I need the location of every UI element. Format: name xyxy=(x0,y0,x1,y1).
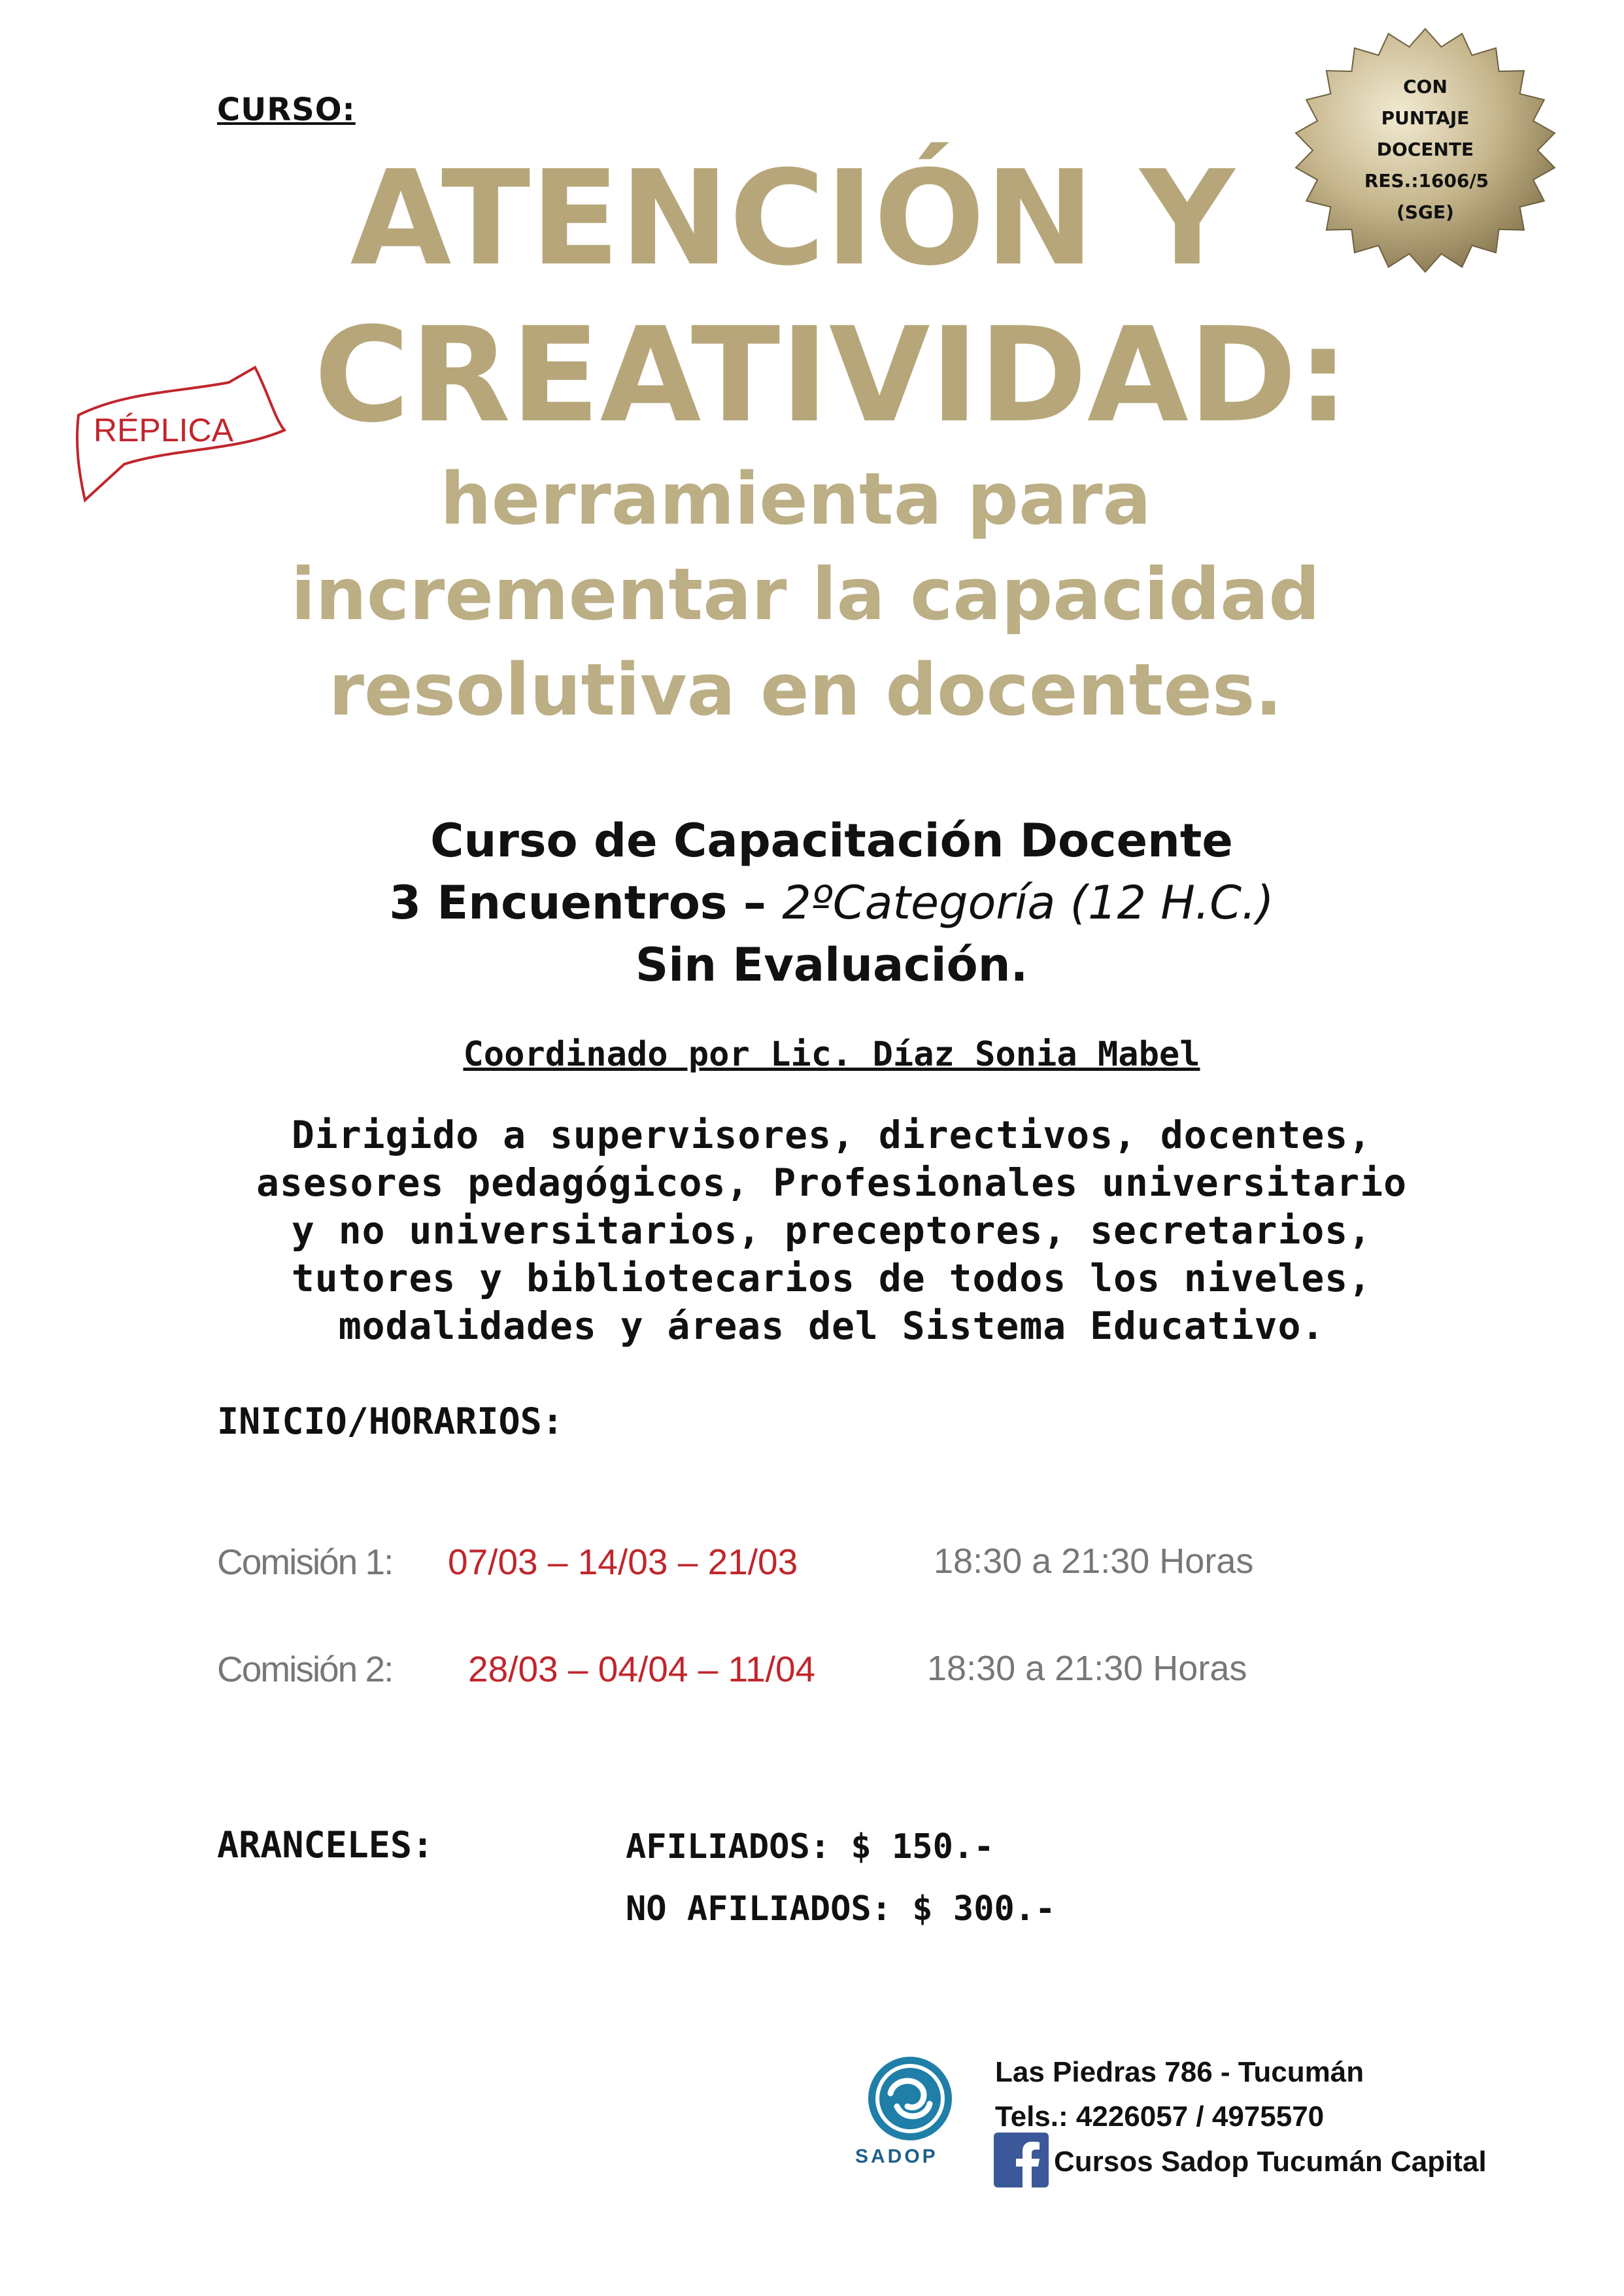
seal-line-1: CON xyxy=(1403,76,1447,97)
audience-line-3: y no universitarios, preceptores, secretarios, xyxy=(291,1208,1372,1253)
sadop-logo-icon xyxy=(864,2053,956,2144)
course-encuentros xyxy=(20,876,1624,930)
title-line-1: ATENCIÓN Y xyxy=(350,143,1235,295)
fee-afiliados: AFILIADOS: $ 150.- xyxy=(626,1827,994,1866)
course-label: CURSO: xyxy=(217,92,356,128)
subtitle-line-1: herramienta para xyxy=(440,457,1151,541)
fee-no-afiliados: NO AFILIADOS: $ 300.- xyxy=(626,1889,1056,1929)
commission-1-hours: 18:30 a 21:30 Horas xyxy=(934,1542,1254,1581)
commission-2-dates: 28/03 – 04/04 – 11/04 xyxy=(468,1649,816,1689)
seal-line-5: (SGE) xyxy=(1396,201,1454,223)
title-line-2: CREATIVIDAD: xyxy=(314,299,1349,452)
audience-line-4: tutores y bibliotecarios de todos los niveles, xyxy=(291,1256,1372,1300)
seal-line-2: PUNTAJE xyxy=(1381,107,1470,129)
audience-line-2: asesores pedagógicos, Profesionales universitario xyxy=(256,1160,1408,1205)
schedule-heading: INICIO/HORARIOS: xyxy=(217,1400,564,1442)
contact-address: Las Piedras 786 - Tucumán xyxy=(995,2056,1364,2088)
facebook-icon xyxy=(994,2133,1049,2187)
commission-2-label: Comisión 2: xyxy=(217,1649,393,1689)
commission-2-hours: 18:30 a 21:30 Horas xyxy=(927,1649,1247,1688)
audience-line-5: modalidades y áreas del Sistema Educativo. xyxy=(338,1304,1325,1348)
seal-line-4: RES.:1606/5 xyxy=(1364,170,1489,192)
course-type: Curso de Capacitación Docente xyxy=(430,814,1233,868)
subtitle-line-3: resolutiva en docentes. xyxy=(328,648,1283,732)
categoria-text: 2ºCategoría (12 H.C.) xyxy=(782,876,1274,930)
subtitle-line-2: incrementar la capacidad xyxy=(290,552,1321,636)
sadop-logo-text: SADOP xyxy=(855,2146,938,2167)
commission-1-dates: 07/03 – 14/03 – 21/03 xyxy=(448,1542,798,1582)
commission-1-label: Comisión 1: xyxy=(217,1542,393,1582)
audience-block xyxy=(20,1111,1624,1350)
coordinator: Coordinado por Lic. Díaz Sonia Mabel xyxy=(463,1035,1200,1074)
seal-line-3: DOCENTE xyxy=(1376,139,1474,160)
audience-line-1: Dirigido a supervisores, directivos, docentes, xyxy=(291,1113,1372,1157)
contact-phones: Tels.: 4226057 / 4975570 xyxy=(995,2101,1325,2133)
replica-label: RÉPLICA xyxy=(93,412,233,448)
course-evaluation: Sin Evaluación. xyxy=(635,938,1028,992)
encuentros-text: 3 Encuentros – xyxy=(389,876,766,930)
fees-heading: ARANCELES: xyxy=(217,1824,434,1866)
contact-facebook[interactable]: Cursos Sadop Tucumán Capital xyxy=(1054,2146,1487,2178)
